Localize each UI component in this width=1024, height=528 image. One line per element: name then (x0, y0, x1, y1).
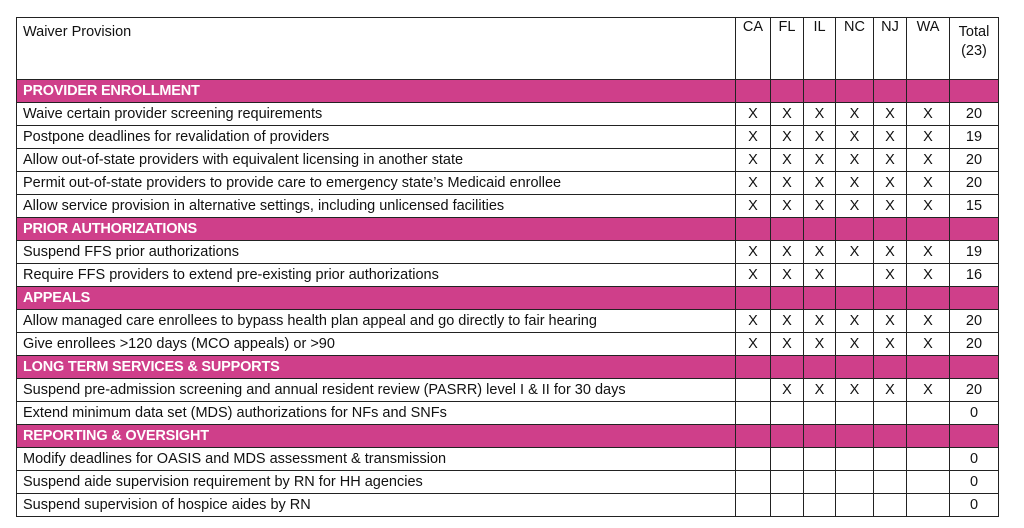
table-row (17, 264, 999, 287)
state-mark-nc (836, 402, 874, 425)
state-mark-wa: X (907, 264, 950, 287)
state-mark-nj: X (874, 241, 907, 264)
table-row (17, 241, 999, 264)
state-mark-wa: X (907, 103, 950, 126)
state-mark-ca (736, 448, 771, 471)
section-fill-cell (950, 218, 999, 241)
provision-cell: Suspend aide supervision requirement by RN for HH agencies (17, 471, 736, 494)
table-row (17, 126, 999, 149)
state-mark-il: X (804, 195, 836, 218)
state-mark-ca: X (736, 241, 771, 264)
total-cell: 19 (950, 126, 999, 149)
table-row (17, 402, 999, 425)
state-mark-wa: X (907, 379, 950, 402)
section-fill-cell (736, 425, 771, 448)
table-row (17, 172, 999, 195)
state-mark-nj (874, 471, 907, 494)
provision-cell: Suspend pre-admission screening and annual resident review (PASRR) level I & II for 30 days (17, 379, 736, 402)
section-fill-cell (771, 287, 804, 310)
total-cell: 20 (950, 103, 999, 126)
table-row (17, 448, 999, 471)
waiver-provision-table (16, 17, 999, 517)
state-mark-ca: X (736, 310, 771, 333)
total-cell: 20 (950, 379, 999, 402)
state-mark-nj: X (874, 264, 907, 287)
state-mark-nc: X (836, 241, 874, 264)
state-mark-ca: X (736, 103, 771, 126)
section-fill-cell (907, 80, 950, 103)
section-fill-cell (836, 218, 874, 241)
state-mark-fl: X (771, 333, 804, 356)
state-mark-ca: X (736, 126, 771, 149)
state-mark-nc: X (836, 149, 874, 172)
section-fill-cell (736, 218, 771, 241)
state-mark-wa (907, 494, 950, 517)
state-mark-fl: X (771, 126, 804, 149)
provision-cell: Give enrollees >120 days (MCO appeals) or >90 (17, 333, 736, 356)
state-mark-wa (907, 471, 950, 494)
header-state-ca: CA (736, 18, 771, 80)
table-row (17, 149, 999, 172)
state-mark-nc: X (836, 379, 874, 402)
table-row (17, 494, 999, 517)
state-mark-fl: X (771, 149, 804, 172)
state-mark-nc: X (836, 172, 874, 195)
state-mark-fl: X (771, 195, 804, 218)
state-mark-wa (907, 448, 950, 471)
state-mark-wa: X (907, 172, 950, 195)
total-cell: 16 (950, 264, 999, 287)
waiver-table-container (16, 17, 999, 517)
section-title: PRIOR AUTHORIZATIONS (17, 218, 736, 241)
state-mark-wa (907, 402, 950, 425)
state-mark-fl (771, 448, 804, 471)
section-fill-cell (836, 356, 874, 379)
state-mark-nc (836, 471, 874, 494)
section-title: PROVIDER ENROLLMENT (17, 80, 736, 103)
state-mark-il: X (804, 172, 836, 195)
total-cell: 0 (950, 494, 999, 517)
provision-cell: Modify deadlines for OASIS and MDS assessment & transmission (17, 448, 736, 471)
header-total (950, 18, 999, 80)
total-cell: 20 (950, 172, 999, 195)
total-cell: 20 (950, 333, 999, 356)
state-mark-ca: X (736, 172, 771, 195)
state-mark-nj: X (874, 195, 907, 218)
state-mark-wa: X (907, 310, 950, 333)
section-header-row (17, 218, 999, 241)
state-mark-fl: X (771, 103, 804, 126)
state-mark-il: X (804, 264, 836, 287)
provision-cell: Permit out-of-state providers to provide care to emergency state’s Medicaid enrollee (17, 172, 736, 195)
state-mark-wa: X (907, 195, 950, 218)
provision-cell: Suspend supervision of hospice aides by RN (17, 494, 736, 517)
table-row (17, 471, 999, 494)
provision-cell: Require FFS providers to extend pre-existing prior authorizations (17, 264, 736, 287)
state-mark-nc (836, 264, 874, 287)
section-fill-cell (804, 425, 836, 448)
state-mark-il (804, 471, 836, 494)
section-fill-cell (804, 80, 836, 103)
state-mark-il (804, 448, 836, 471)
state-mark-nj: X (874, 103, 907, 126)
state-mark-nj: X (874, 149, 907, 172)
section-fill-cell (836, 80, 874, 103)
state-mark-nc (836, 448, 874, 471)
section-title: APPEALS (17, 287, 736, 310)
section-fill-cell (907, 218, 950, 241)
state-mark-nj: X (874, 310, 907, 333)
total-cell: 0 (950, 471, 999, 494)
state-mark-nc: X (836, 126, 874, 149)
section-title: REPORTING & OVERSIGHT (17, 425, 736, 448)
section-fill-cell (804, 287, 836, 310)
provision-cell: Postpone deadlines for revalidation of providers (17, 126, 736, 149)
state-mark-nc: X (836, 195, 874, 218)
section-fill-cell (950, 425, 999, 448)
state-mark-il: X (804, 103, 836, 126)
state-mark-nc: X (836, 333, 874, 356)
provision-cell: Waive certain provider screening requirements (17, 103, 736, 126)
section-fill-cell (950, 356, 999, 379)
header-state-nc: NC (836, 18, 874, 80)
header-state-wa: WA (907, 18, 950, 80)
provision-cell: Allow out-of-state providers with equivalent licensing in another state (17, 149, 736, 172)
header-provision: Waiver Provision (17, 18, 736, 80)
state-mark-nj (874, 494, 907, 517)
section-fill-cell (874, 287, 907, 310)
section-fill-cell (771, 356, 804, 379)
state-mark-fl: X (771, 379, 804, 402)
state-mark-nc: X (836, 103, 874, 126)
state-mark-ca: X (736, 149, 771, 172)
state-mark-fl: X (771, 241, 804, 264)
header-total-label: Total (958, 24, 990, 40)
state-mark-il: X (804, 379, 836, 402)
section-fill-cell (907, 287, 950, 310)
state-mark-ca (736, 471, 771, 494)
section-fill-cell (874, 425, 907, 448)
state-mark-fl (771, 402, 804, 425)
header-state-il: IL (804, 18, 836, 80)
state-mark-wa: X (907, 241, 950, 264)
section-fill-cell (950, 80, 999, 103)
state-mark-fl: X (771, 264, 804, 287)
state-mark-nc: X (836, 310, 874, 333)
total-cell: 20 (950, 149, 999, 172)
total-cell: 0 (950, 402, 999, 425)
state-mark-il: X (804, 126, 836, 149)
table-row (17, 379, 999, 402)
header-total-count: (23) (961, 43, 987, 59)
section-fill-cell (874, 80, 907, 103)
state-mark-fl (771, 494, 804, 517)
state-mark-wa: X (907, 126, 950, 149)
provision-cell: Allow managed care enrollees to bypass health plan appeal and go directly to fair hearing (17, 310, 736, 333)
state-mark-nj (874, 402, 907, 425)
table-row (17, 195, 999, 218)
state-mark-il (804, 494, 836, 517)
table-row (17, 333, 999, 356)
section-fill-cell (771, 218, 804, 241)
state-mark-il: X (804, 333, 836, 356)
provision-cell: Allow service provision in alternative settings, including unlicensed facilities (17, 195, 736, 218)
state-mark-il: X (804, 149, 836, 172)
state-mark-nj: X (874, 379, 907, 402)
state-mark-fl: X (771, 172, 804, 195)
section-fill-cell (874, 218, 907, 241)
state-mark-ca: X (736, 264, 771, 287)
section-fill-cell (950, 287, 999, 310)
state-mark-nc (836, 494, 874, 517)
state-mark-ca: X (736, 195, 771, 218)
section-title: LONG TERM SERVICES & SUPPORTS (17, 356, 736, 379)
state-mark-ca (736, 379, 771, 402)
section-fill-cell (836, 425, 874, 448)
state-mark-wa: X (907, 149, 950, 172)
section-fill-cell (804, 218, 836, 241)
section-header-row (17, 80, 999, 103)
table-body (17, 80, 999, 517)
section-fill-cell (736, 356, 771, 379)
total-cell: 0 (950, 448, 999, 471)
state-mark-nj: X (874, 126, 907, 149)
header-row (17, 18, 999, 80)
state-mark-nj (874, 448, 907, 471)
section-fill-cell (907, 425, 950, 448)
state-mark-wa: X (907, 333, 950, 356)
table-row (17, 103, 999, 126)
total-cell: 20 (950, 310, 999, 333)
provision-cell: Extend minimum data set (MDS) authorizations for NFs and SNFs (17, 402, 736, 425)
state-mark-ca: X (736, 333, 771, 356)
section-fill-cell (736, 287, 771, 310)
section-fill-cell (771, 425, 804, 448)
section-fill-cell (874, 356, 907, 379)
state-mark-il: X (804, 241, 836, 264)
provision-cell: Suspend FFS prior authorizations (17, 241, 736, 264)
section-fill-cell (736, 80, 771, 103)
table-row (17, 310, 999, 333)
section-fill-cell (804, 356, 836, 379)
header-state-fl: FL (771, 18, 804, 80)
section-fill-cell (907, 356, 950, 379)
state-mark-fl: X (771, 310, 804, 333)
state-mark-il (804, 402, 836, 425)
state-mark-ca (736, 494, 771, 517)
section-header-row (17, 287, 999, 310)
section-fill-cell (836, 287, 874, 310)
total-cell: 15 (950, 195, 999, 218)
total-cell: 19 (950, 241, 999, 264)
header-state-nj: NJ (874, 18, 907, 80)
state-mark-nj: X (874, 172, 907, 195)
state-mark-fl (771, 471, 804, 494)
section-header-row (17, 425, 999, 448)
section-header-row (17, 356, 999, 379)
section-fill-cell (771, 80, 804, 103)
state-mark-nj: X (874, 333, 907, 356)
state-mark-il: X (804, 310, 836, 333)
state-mark-ca (736, 402, 771, 425)
